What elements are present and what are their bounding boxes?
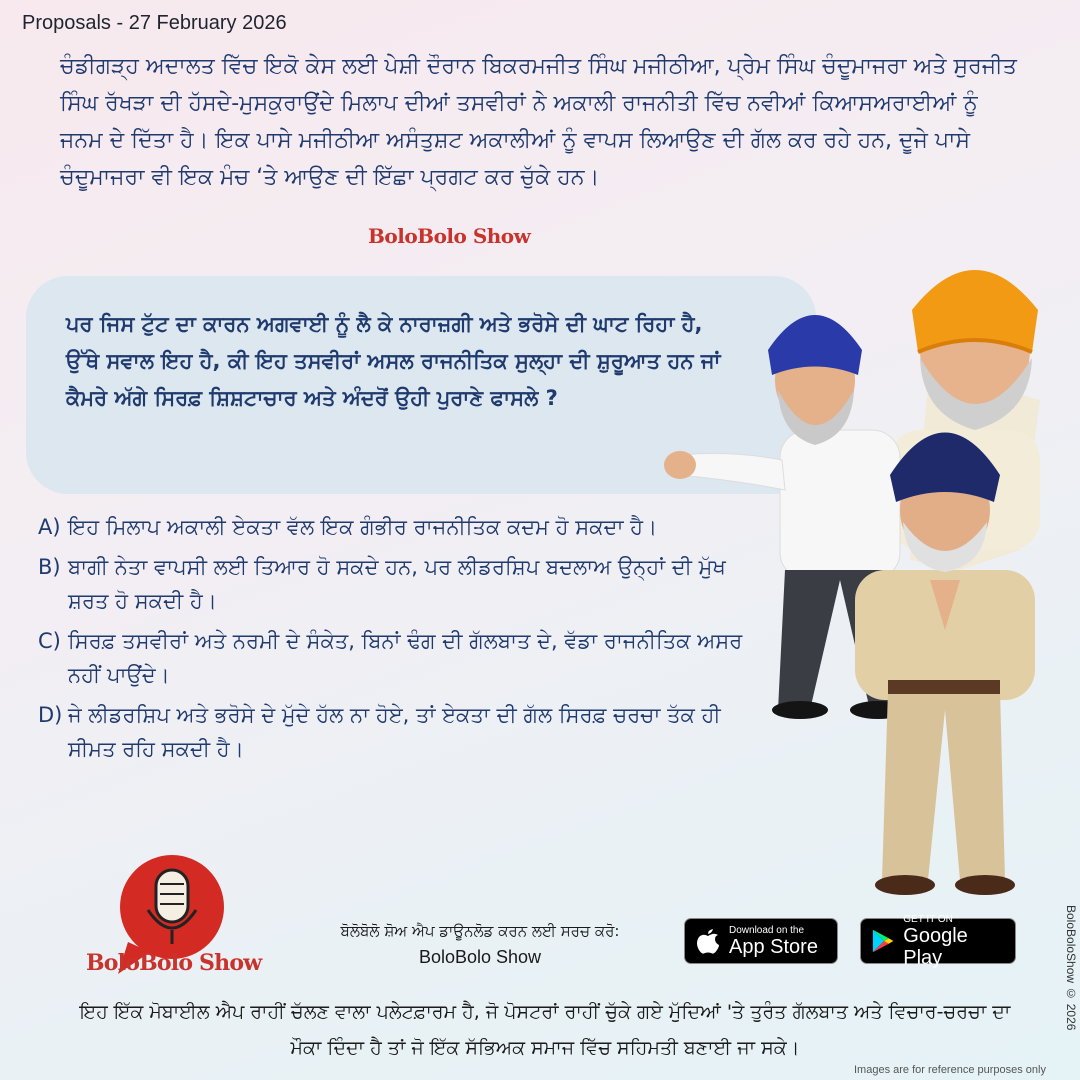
brand-watermark: BoloBolo Show [368, 224, 531, 248]
option-a[interactable] [38, 510, 758, 544]
question-text: ਪਰ ਜਿਸ ਟੁੱਟ ਦਾ ਕਾਰਨ ਅਗਵਾਈ ਨੂੰ ਲੈ ਕੇ ਨਾਰਾਜ਼ਗੀ ਅਤੇ ਭਰੋਸੇ ਦੀ ਘਾਟ ਰਿਹਾ ਹੈ, ਉੱਥੇ ਸਵਾਲ ਇਹ ਹੈ, ਕੀ ਇਹ ਤਸਵੀਰਾਂ ਅਸਲ ਰਾਜਨੀਤਿਕ ਸੁਲ੍ਹਾ ਦੀ ਸ਼ੁਰੂਆਤ ਹਨ ਜਾਂ ਕੈਮਰੇ ਅੱਗੇ ਸਿਰਫ਼ ਸ਼ਿਸ਼ਟਾਚਾਰ ਅਤੇ ਅੰਦਰੋਂ ਉਹੀ ਪੁਰਾਣੇ ਫਾਸਲੇ ? [66, 312, 721, 410]
intro-paragraph: ਚੰਡੀਗੜ੍ਹ ਅਦਾਲਤ ਵਿੱਚ ਇਕੋ ਕੇਸ ਲਈ ਪੇਸ਼ੀ ਦੌਰਾਨ ਬਿਕਰਮਜੀਤ ਸਿੰਘ ਮਜੀਠੀਆ, ਪ੍ਰੇਮ ਸਿੰਘ ਚੰਦੂਮਾਜਰਾ ਅਤੇ ਸੁਰਜੀਤ ਸਿੰਘ ਰੱਖੜਾ ਦੀ ਹੱਸਦੇ-ਮੁਸਕੁਰਾਉਂਦੇ ਮਿਲਾਪ ਦੀਆਂ ਤਸਵੀਰਾਂ ਨੇ ਅਕਾਲੀ ਰਾਜਨੀਤੀ ਵਿੱਚ ਨਵੀਆਂ ਕਿਆਸਅਰਾਈਆਂ ਨੂੰ ਜਨਮ ਦੇ ਦਿੱਤਾ ਹੈ। ਇਕ ਪਾਸੇ ਮਜੀਠੀਆ ਅਸੰਤੁਸ਼ਟ ਅਕਾਲੀਆਂ ਨੂੰ ਵਾਪਸ ਲਿਆਉਣ ਦੀ ਗੱਲ ਕਰ ਰਹੇ ਹਨ, ਦੂਜੇ ਪਾਸੇ ਚੰਦੂਮਾਜਰਾ ਵੀ ਇਕ ਮੰਚ ‘ਤੇ ਆਉਣ ਦੀ ਇੱਛਾ ਪ੍ਰਗਟ ਕਰ ਚੁੱਕੇ ਹਨ। [60, 54, 1017, 190]
options-list [38, 510, 758, 772]
play-icon [871, 927, 895, 955]
logo-wordmark: BoloBolo Show [86, 950, 262, 976]
app-store-button[interactable] [684, 918, 838, 964]
app-download-cta [300, 918, 660, 970]
option-text: ਇਹ ਮਿਲਾਪ ਅਕਾਲੀ ਏਕਤਾ ਵੱਲ ਇਕ ਗੰਭੀਰ ਰਾਜਨੀਤਿਕ ਕਦਮ ਹੋ ਸਕਦਾ ਹੈ। [68, 515, 658, 539]
google-play-small-text: GET IT ON [903, 913, 953, 925]
option-letter: B) [38, 555, 61, 579]
copyright-credit: BoloBoloShow © 2026 [1064, 905, 1078, 1031]
reference-note: Images are for reference purposes only [854, 1064, 1046, 1076]
page-date-label: Proposals - 27 February 2026 [22, 12, 287, 34]
google-play-big-text: Google Play [903, 924, 968, 969]
app-cta-brand: BoloBolo Show [418, 947, 542, 967]
option-d[interactable] [38, 698, 758, 766]
option-text: ਸਿਰਫ਼ ਤਸਵੀਰਾਂ ਅਤੇ ਨਰਮੀ ਦੇ ਸੰਕੇਤ, ਬਿਨਾਂ ਢੰਗ ਦੀ ਗੱਲਬਾਤ ਦੇ, ਵੱਡਾ ਰਾਜਨੀਤਿਕ ਅਸਰ ਨਹੀਂ ਪਾਉਂਦੇ। [68, 629, 743, 687]
option-text: ਬਾਗੀ ਨੇਤਾ ਵਾਪਸੀ ਲਈ ਤਿਆਰ ਹੋ ਸਕਦੇ ਹਨ, ਪਰ ਲੀਡਰਸ਼ਿਪ ਬਦਲਾਅ ਉਨ੍ਹਾਂ ਦੀ ਮੁੱਖ ਸ਼ਰਤ ਹੋ ਸਕਦੀ ਹੈ। [68, 555, 726, 613]
google-play-button[interactable] [860, 913, 1016, 969]
option-text: ਜੇ ਲੀਡਰਸ਼ਿਪ ਅਤੇ ਭਰੋਸੇ ਦੇ ਮੁੱਦੇ ਹੱਲ ਨਾ ਹੋਏ, ਤਾਂ ਏਕਤਾ ਦੀ ਗੱਲ ਸਿਰਫ਼ ਚਰਚਾ ਤੱਕ ਹੀ ਸੀਮਤ ਰਹਿ ਸਕਦੀ ਹੈ। [68, 703, 721, 761]
app-store-big-text: App Store [729, 935, 818, 958]
option-letter: C) [38, 629, 61, 653]
footer-description: ਇਹ ਇੱਕ ਮੋਬਾਈਲ ਐਪ ਰਾਹੀਂ ਚੱਲਣ ਵਾਲਾ ਪਲੇਟਫ਼ਾਰਮ ਹੈ, ਜੋ ਪੋਸਟਰਾਂ ਰਾਹੀਂ ਚੁੱਕੇ ਗਏ ਮੁੱਦਿਆਂ 'ਤੇ ਤੁਰੰਤ ਗੱਲਬਾਤ ਅਤੇ ਵਿਚਾਰ-ਚਰਚਾ ਦਾ ਮੌਕਾ ਦਿੰਦਾ ਹੈ ਤਾਂ ਜੋ ਇੱਕ ਸੱਭਿਅਕ ਸਮਾਜ ਵਿੱਚ ਸਹਿਮਤੀ ਬਣਾਈ ਜਾ ਸਕੇ। [79, 1001, 1011, 1059]
option-b[interactable] [38, 550, 758, 618]
option-letter: A) [38, 515, 61, 539]
caricature-illustration [660, 240, 1080, 910]
app-cta-line: ਬੋਲੋਬੋਲੋ ਸ਼ੋਅ ਐਪ ਡਾਊਨਲੋਡ ਕਰਨ ਲਈ ਸਰਚ ਕਰੋ: [340, 922, 620, 940]
app-store-small-text: Download on the [729, 924, 805, 936]
option-letter: D) [38, 703, 63, 727]
apple-icon [695, 926, 721, 956]
option-c[interactable] [38, 624, 758, 692]
